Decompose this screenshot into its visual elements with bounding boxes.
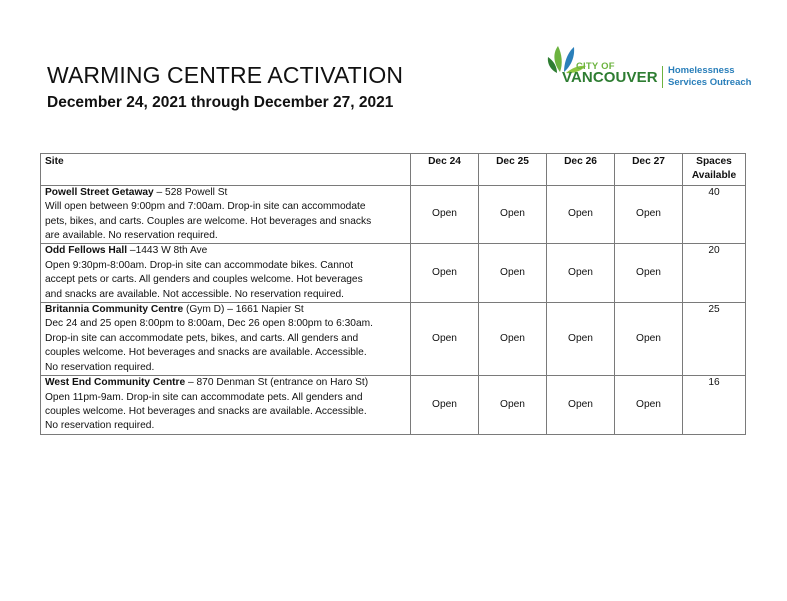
status-dec26: Open [547, 244, 615, 303]
status-dec25: Open [479, 244, 547, 303]
site-name: West End Community Centre [45, 377, 186, 389]
status-dec24: Open [411, 376, 479, 435]
logo-department-line1: Homelessness [668, 65, 735, 76]
site-name: Britannia Community Centre [45, 304, 184, 316]
logo-department-line2: Services Outreach [668, 77, 752, 88]
spaces-available: 25 [683, 303, 746, 376]
status-dec27: Open [615, 303, 683, 376]
city-of-vancouver-logo [546, 42, 781, 92]
status-dec27: Open [615, 244, 683, 303]
header-spaces-available [683, 154, 746, 186]
site-detail-line: Drop-in site can accommodate pets, bikes, and carts. All genders and [45, 332, 359, 344]
table-row [41, 303, 746, 376]
site-detail-line: Will open between 9:00pm and 7:00am. Drop-in site can accommodate [45, 201, 366, 213]
status-dec25: Open [479, 303, 547, 376]
site-cell [41, 376, 411, 435]
table-row [41, 376, 746, 435]
site-detail-line: couples welcome. Hot beverages and snacks are available. Accessible. [45, 405, 367, 417]
status-dec26: Open [547, 303, 615, 376]
status-dec25: Open [479, 185, 547, 244]
table-header-row [41, 154, 746, 186]
status-dec26: Open [547, 185, 615, 244]
site-detail-line: and snacks are available. Not accessible. No reservation required. [45, 288, 344, 300]
header-dec26: Dec 26 [547, 154, 615, 186]
status-dec24: Open [411, 244, 479, 303]
site-address: – 870 Denman St (entrance on Haro St) [185, 377, 369, 389]
site-detail-line: Open 9:30pm-8:00am. Drop-in site can accommodate bikes. Cannot [45, 259, 354, 271]
site-address: (Gym D) – 1661 Napier St [183, 304, 304, 316]
status-dec24: Open [411, 185, 479, 244]
page-subtitle: December 24, 2021 through December 27, 2021 [47, 94, 394, 111]
site-detail-line: pets, bikes, and carts. Couples are welcome. Hot beverages and snacks [45, 215, 372, 227]
site-cell [41, 303, 411, 376]
header-spaces-line2: Available [691, 170, 737, 182]
spaces-available: 20 [683, 244, 746, 303]
site-name: Odd Fellows Hall [45, 245, 128, 257]
header-dec25: Dec 25 [479, 154, 547, 186]
site-detail-line: couples welcome. Hot beverages and snacks are available. Accessible. [45, 347, 367, 359]
site-address: –1443 W 8th Ave [127, 245, 208, 257]
site-cell [41, 244, 411, 303]
site-detail-line: No reservation required. [45, 361, 155, 373]
site-name: Powell Street Getaway [45, 186, 154, 198]
spaces-available: 40 [683, 185, 746, 244]
site-detail-line: are available. No reservation required. [45, 230, 218, 242]
site-detail-line: Open 11pm-9am. Drop-in site can accommodate pets. All genders and [45, 391, 363, 403]
spaces-available: 16 [683, 376, 746, 435]
status-dec25: Open [479, 376, 547, 435]
header-site: Site [41, 154, 411, 186]
site-detail-line: accept pets or carts. All genders and couples welcome. Hot beverages [45, 274, 363, 286]
logo-city-of-text: CITY OF [576, 61, 615, 72]
table-row [41, 244, 746, 303]
logo-vancouver-text: VANCOUVER [562, 69, 658, 86]
status-dec27: Open [615, 376, 683, 435]
site-detail-line: Dec 24 and 25 open 8:00pm to 8:00am, Dec 26 open 8:00pm to 6:30am. [45, 318, 373, 330]
logo-divider [662, 66, 663, 88]
header-dec24: Dec 24 [411, 154, 479, 186]
site-address: – 528 Powell St [153, 186, 228, 198]
site-detail-line: No reservation required. [45, 420, 155, 432]
table-row [41, 185, 746, 244]
header-spaces-line1: Spaces [696, 156, 732, 167]
status-dec27: Open [615, 185, 683, 244]
site-cell [41, 185, 411, 244]
header-dec27: Dec 27 [615, 154, 683, 186]
status-dec26: Open [547, 376, 615, 435]
warming-centre-table [40, 153, 746, 435]
page-title: WARMING CENTRE ACTIVATION [47, 62, 404, 88]
status-dec24: Open [411, 303, 479, 376]
